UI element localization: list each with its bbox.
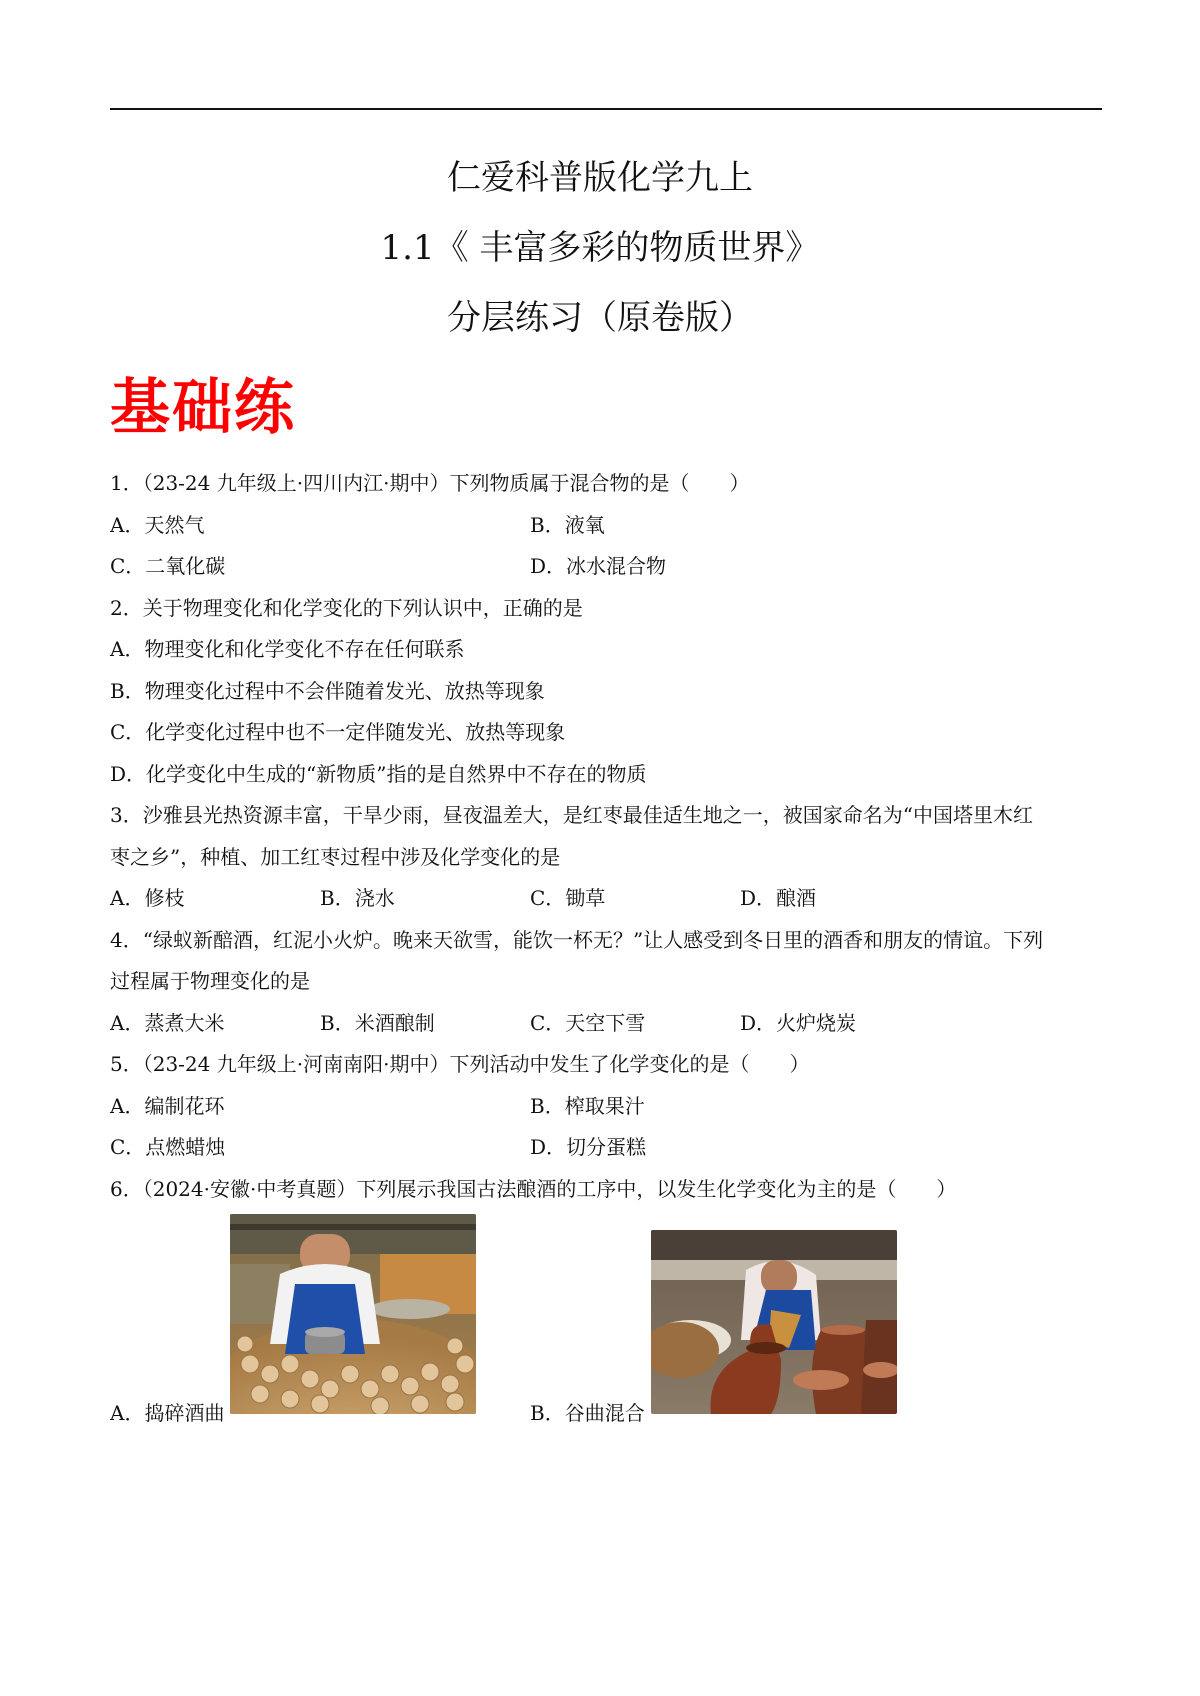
question-2-option-b: B．物理变化过程中不会伴随着发光、放热等现象 <box>110 679 545 703</box>
yeast-crushing-photo <box>230 1214 476 1414</box>
question-2-option-c: C．化学变化过程中也不一定伴随发光、放热等现象 <box>110 720 566 744</box>
title-line-2: 1.1《 丰富多彩的物质世界》 <box>380 228 820 268</box>
question-1-stem: 1．（23-24 九年级上·四川内江·期中）下列物质属于混合物的是（ ） <box>110 471 750 495</box>
question-4-option-c: C．天空下雪 <box>530 1011 646 1035</box>
question-2-option-a: A．物理变化和化学变化不存在任何联系 <box>110 637 465 661</box>
question-1-option-d: D．冰水混合物 <box>530 554 667 578</box>
question-4-stem-line-1: 4．“绿蚁新醅酒，红泥小火炉。晚来天欲雪，能饮一杯无？”让人感受到冬日里的酒香和朋友的情谊。下列 <box>110 928 1044 952</box>
question-1-option-a: A．天然气 <box>110 513 205 537</box>
question-3-stem-line-2: 枣之乡”，种植、加工红枣过程中涉及化学变化的是 <box>110 845 561 869</box>
title-line-3: 分层练习（原卷版） <box>447 298 753 338</box>
question-3-option-d: D．酿酒 <box>740 886 817 910</box>
question-5-stem: 5．（23-24 九年级上·河南南阳·期中）下列活动中发生了化学变化的是（ ） <box>110 1052 810 1076</box>
question-4-stem-line-2: 过程属于物理变化的是 <box>110 969 310 993</box>
question-1-option-b: B．液氧 <box>530 513 605 537</box>
section-title: 基础练 <box>110 373 296 443</box>
grain-mixing-photo <box>651 1230 897 1414</box>
question-3-option-a: A．修枝 <box>110 886 185 910</box>
question-5-option-d: D．切分蛋糕 <box>530 1135 647 1159</box>
question-4-option-d: D．火炉烧炭 <box>740 1011 857 1035</box>
question-5-option-b: B．榨取果汁 <box>530 1094 645 1118</box>
question-4-option-a: A．蒸煮大米 <box>110 1011 225 1035</box>
question-5-option-c: C．点燃蜡烛 <box>110 1135 226 1159</box>
question-3-stem-line-1: 3．沙雅县光热资源丰富，干旱少雨，昼夜温差大，是红枣最佳适生地之一，被国家命名为“中国塔里木红 <box>110 803 1033 827</box>
question-2-option-d: D．化学变化中生成的“新物质”指的是自然界中不存在的物质 <box>110 762 647 786</box>
question-3-option-c: C．锄草 <box>530 886 606 910</box>
question-3-option-b: B．浇水 <box>320 886 395 910</box>
question-6-stem: 6．（2024·安徽·中考真题）下列展示我国古法酿酒的工序中，以发生化学变化为主的是（ ） <box>110 1177 957 1201</box>
question-4-option-b: B．米酒酿制 <box>320 1011 435 1035</box>
question-6-option-b: B．谷曲混合 <box>530 1401 645 1425</box>
question-6-option-a: A．捣碎酒曲 <box>110 1401 225 1425</box>
top-rule <box>110 108 1102 110</box>
question-1-option-c: C．二氧化碳 <box>110 554 226 578</box>
title-line-1: 仁爱科普版化学九上 <box>447 158 753 198</box>
question-2-stem: 2．关于物理变化和化学变化的下列认识中，正确的是 <box>110 596 583 620</box>
question-5-option-a: A．编制花环 <box>110 1094 225 1118</box>
